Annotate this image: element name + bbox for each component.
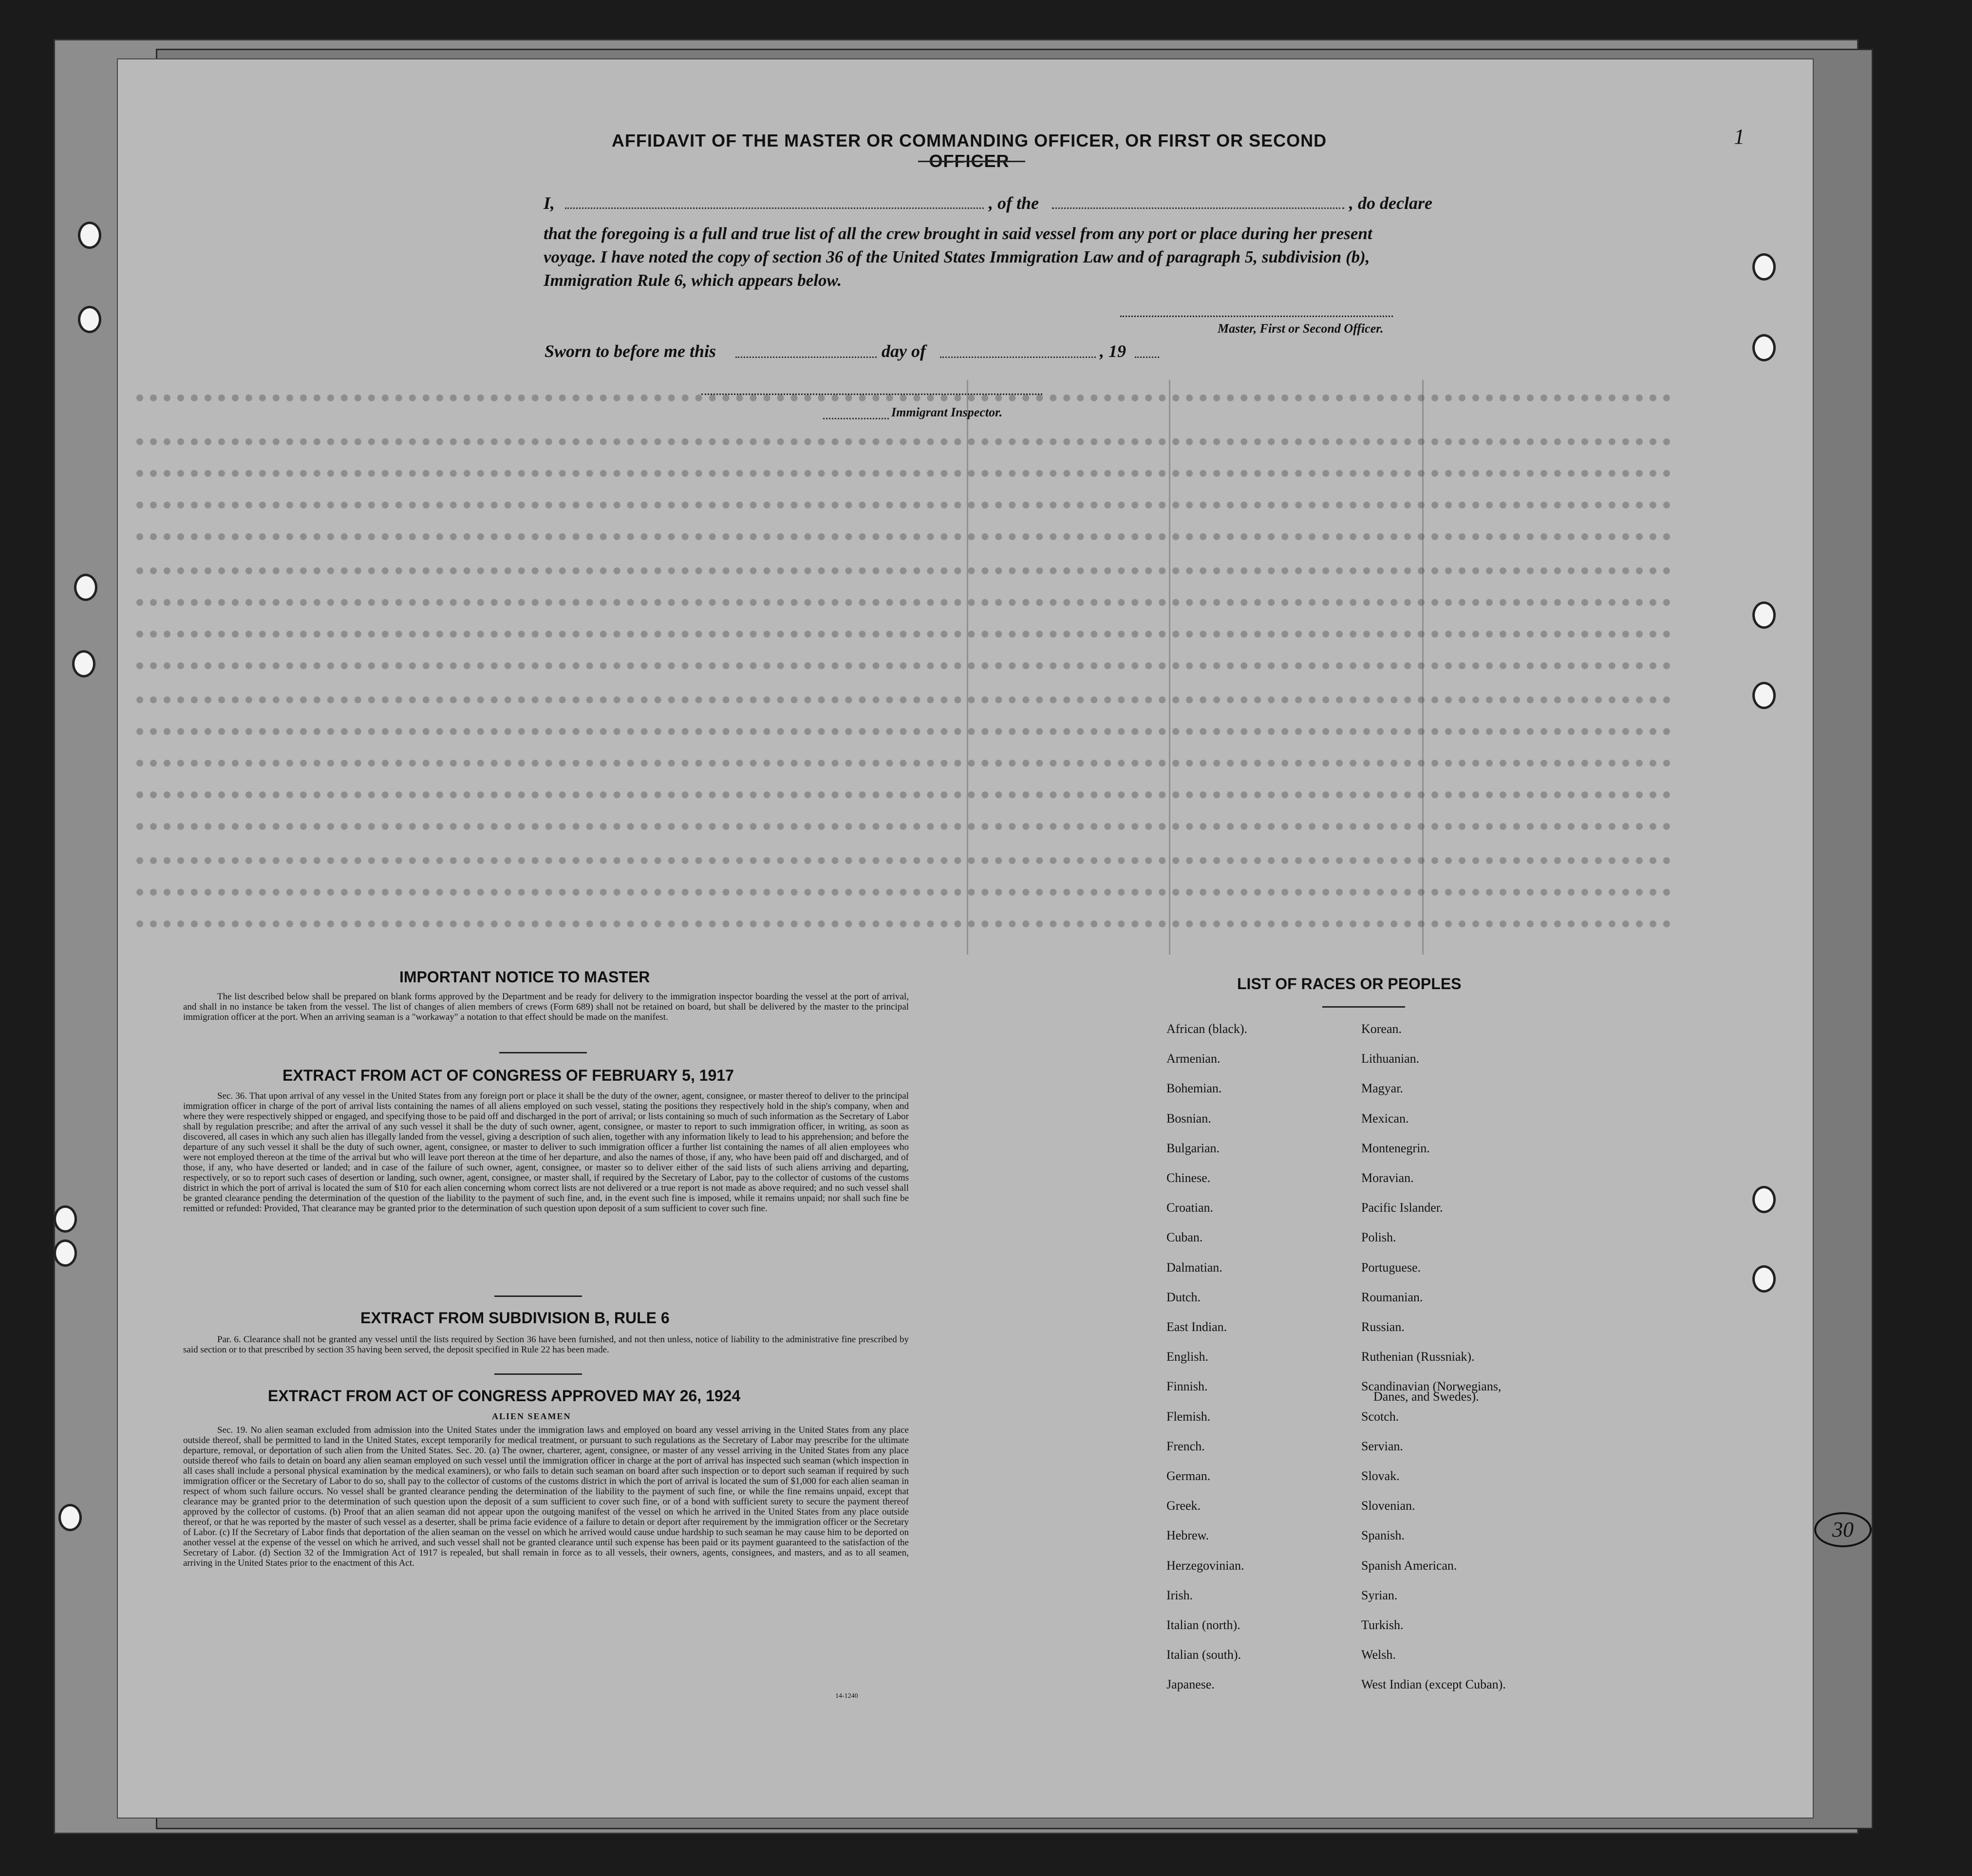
notice-text: The list described below shall be prepared on blank forms approved by the Department and be ready for delivery to the immigration inspector boarding the vessel at the port of arrival, and shall in no instance be taken from the vessel. The list of changes of alien members of crews (Form 689) shall not be retained on board, but shall be delivered by the master to the principal immigration officer at the port. When an arriving seaman is a "workaway" a notation to that effect should be made on the manifest.	[183, 992, 909, 1022]
race-item: Lithuanian.	[1361, 1051, 1420, 1066]
affidavit-title: AFFIDAVIT OF THE MASTER OR COMMANDING OFFICER, OR FIRST OR SECOND OFFICER	[611, 131, 1327, 171]
race-item: African (black).	[1166, 1022, 1248, 1036]
race-item: Servian.	[1361, 1439, 1403, 1453]
bleed-through-column	[1169, 380, 1170, 955]
master-signature-line	[1120, 316, 1393, 317]
rule-6-text: Par. 6. Clearance shall not be granted any vessel until the lists required by Section 36 have been furnished, and not then unless, notice of liability to the administrative fine prescribed by said section or to that prescribed by section 35 having been served, the deposit specified in Rule 22 has been made.	[183, 1334, 909, 1355]
race-item: Hebrew.	[1166, 1528, 1209, 1542]
race-item: Syrian.	[1361, 1588, 1398, 1602]
race-item: Scotch.	[1361, 1409, 1399, 1424]
extract-1917-title: EXTRACT FROM ACT OF CONGRESS OF FEBRUARY 5, 1917	[282, 1067, 734, 1084]
race-item: Polish.	[1361, 1230, 1396, 1244]
bleed-through-row	[136, 889, 1671, 896]
races-title: LIST OF RACES OR PEOPLES	[1237, 975, 1462, 993]
race-item: Finnish.	[1166, 1379, 1208, 1393]
punch-hole	[1752, 334, 1776, 361]
race-item: Flemish.	[1166, 1409, 1211, 1424]
inspector-signature-line	[701, 394, 1042, 395]
affidavit-do-declare: , do declare	[1349, 193, 1432, 213]
punch-hole	[1752, 601, 1776, 629]
inspector-label: Immigrant Inspector.	[891, 405, 1003, 419]
extract-1917-text: Sec. 36. That upon arrival of any vessel in the United States from any foreign port or place it shall be the duty of the owner, agent, consignee, or master thereof to deliver to the principal immigration officer in charge of the port of arrival lists containing the names of all aliens employed on such vessel, stating the positions they respectively hold in the ship's company, when and where they were respectively shipped or engaged, and specifying those to be paid off and discharged in the port of arrival; or lists containing so much of such information as the Secretary of Labor shall by regulation prescribe; and after the arrival of any such vessel it shall be the duty of such owner, agent, consignee, or master to report to such immigration officer, in writing, as soon as discovered, all cases in which any such alien has illegally landed from the vessel, giving a description of such alien, together with any information likely to lead to his apprehension; and before the departure of any such vessel it shall be the duty of such owner, agent, consignee, or master to deliver to such immigration officer a further list containing the names of all alien employees who were not employed thereon at the time of the arrival but who will leave port thereon at the time of her departure, and also the names of those, if any, who have been paid off and discharged, and of those, if any, who have deserted or landed; and in case of the failure of such owner, agent, consignee, or master so to deliver either of the said lists of such aliens arriving and departing, respectively, or so to report such cases of desertion or landing, such owner, agent, consignee, or master shall, if required by the Secretary of Labor, pay to the collector of customs of the customs district in which the port of arrival is located the sum of $10 for each alien concerning whom correct lists are not delivered or a true report is not made as above required; and no such vessel shall be granted clearance pending the determination of the question of the liability to the payment of such fine, and, in the event such fine is imposed, while it remains unpaid; nor shall such fine be remitted or refunded: Provided, That clearance may be granted prior to the determination of such question upon deposit of a sum sufficient to cover such fine.	[183, 1091, 909, 1214]
section-divider	[494, 1373, 582, 1375]
punch-hole	[78, 222, 101, 249]
bleed-through-row	[136, 470, 1671, 477]
alien-seamen-subtitle: ALIEN SEAMEN	[492, 1411, 571, 1421]
race-item: Ruthenian (Russniak).	[1361, 1350, 1475, 1364]
race-item: Dutch.	[1166, 1290, 1201, 1304]
punch-hole	[54, 1205, 77, 1233]
punch-hole	[72, 650, 95, 677]
affidavit-of-the: , of the	[989, 193, 1039, 213]
bleed-through-row	[136, 438, 1671, 445]
handwritten-corner-mark: 1	[1734, 125, 1745, 149]
race-item: Bulgarian.	[1166, 1141, 1220, 1155]
year-label: , 19	[1100, 341, 1126, 361]
race-item: Welsh.	[1361, 1648, 1396, 1662]
sworn-year-blank	[1135, 356, 1159, 358]
name-blank	[565, 207, 984, 209]
race-item: Japanese.	[1166, 1677, 1215, 1691]
race-item: Slovak.	[1361, 1469, 1400, 1483]
declaration-line-2: voyage. I have noted the copy of section 36 of the United States Immigration Law and of paragraph 5, subdivision (b),	[544, 247, 1370, 266]
race-item: Armenian.	[1166, 1051, 1221, 1066]
race-item: Spanish American.	[1361, 1558, 1457, 1573]
declaration-line-1: that the foregoing is a full and true list of all the crew brought in said vessel from any port or place during her present	[544, 224, 1372, 243]
race-item: German.	[1166, 1469, 1211, 1483]
bleed-through-row	[136, 920, 1671, 927]
races-title-underline	[1322, 1006, 1405, 1008]
day-of-label: day of	[882, 341, 926, 361]
bleed-through-column	[1422, 380, 1424, 955]
form-number: 14-1240	[835, 1692, 858, 1700]
affidavit-declaration	[544, 222, 1435, 292]
punch-hole	[74, 574, 97, 601]
race-item: Moravian.	[1361, 1171, 1414, 1185]
race-item: Mexican.	[1361, 1111, 1409, 1126]
race-item: Slovenian.	[1361, 1499, 1415, 1513]
vessel-blank	[1052, 207, 1344, 209]
punch-hole	[1752, 682, 1776, 709]
section-divider	[494, 1295, 582, 1297]
punch-hole	[54, 1239, 77, 1267]
race-item: Greek.	[1166, 1499, 1201, 1513]
race-item: Croatian.	[1166, 1201, 1214, 1215]
affidavit-i-label: I,	[544, 193, 555, 213]
race-item: Montenegrin.	[1361, 1141, 1430, 1155]
punch-hole	[78, 306, 101, 333]
race-item: English.	[1166, 1350, 1208, 1364]
race-item: Magyar.	[1361, 1081, 1403, 1095]
extract-1924-title: EXTRACT FROM ACT OF CONGRESS APPROVED MAY 26, 1924	[268, 1387, 741, 1405]
race-item: Dalmatian.	[1166, 1260, 1222, 1275]
bleed-through-row	[136, 533, 1671, 540]
race-item: Russian.	[1361, 1320, 1405, 1334]
bleed-through-row	[136, 823, 1671, 830]
punch-hole	[58, 1504, 82, 1531]
race-item: East Indian.	[1166, 1320, 1227, 1334]
race-item: Cuban.	[1166, 1230, 1203, 1244]
race-item: Pacific Islander.	[1361, 1201, 1443, 1215]
handwritten-circled-number	[1814, 1512, 1872, 1547]
bleed-through-row	[136, 760, 1671, 767]
title-underline	[918, 161, 1025, 162]
bleed-through-row	[136, 394, 1671, 401]
declaration-line-3: Immigration Rule 6, which appears below.	[544, 271, 842, 290]
bleed-through-row	[136, 857, 1671, 864]
race-item: Korean.	[1361, 1022, 1402, 1036]
bleed-through-row	[136, 662, 1671, 669]
race-item: Herzegovinian.	[1166, 1558, 1244, 1573]
race-item: French.	[1166, 1439, 1205, 1453]
bleed-through-row	[136, 791, 1671, 798]
inspector-leader-dots	[823, 418, 889, 419]
bleed-through-row	[136, 599, 1671, 606]
race-continuation: Danes, and Swedes).	[1373, 1389, 1479, 1404]
bleed-through-row	[136, 631, 1671, 638]
sworn-month-blank	[940, 356, 1096, 358]
race-item: West Indian (except Cuban).	[1361, 1677, 1506, 1691]
notice-title: IMPORTANT NOTICE TO MASTER	[399, 968, 650, 986]
race-item: Italian (south).	[1166, 1648, 1241, 1662]
extract-1924-text: Sec. 19. No alien seaman excluded from admission into the United States under the immigration laws and employed on board any vessel arriving in the United States from any place outside thereof, shall be permitted to land in the United States, except temporarily for medical treatment, or pursuant to such regulations as the Secretary of Labor may prescribe for the ultimate departure, removal, or deportation of such alien from the United States. Sec. 20. (a) The owner, charterer, agent, consignee, or master of any vessel arriving in the United States from any place outside thereof who fails to detain on board any alien seaman employed on such vessel until the immigration officer in charge at the port of arrival has inspected such seaman (which inspection in all cases shall include a personal physical examination by the medical examiners), or who fails to detain such seaman on board after such inspection or to deport such seaman if required by such immigration officer or the Secretary of Labor to do so, shall pay to the collector of customs of the customs district in which the port of arrival is located the sum of $1,000 for each alien seaman in respect of whom such failure occurs. No vessel shall be granted clearance pending the determination of the liability to the payment of such fine, or while the fine remains unpaid, except that clearance may be granted prior to the determination of such question upon the deposit of a sum sufficient to cover such fine, or of a bond with sufficient surety to secure the payment thereof approved by the collector of customs. (b) Proof that an alien seaman did not appear upon the outgoing manifest of the vessel on which he arrived in the United States from any place outside thereof, or that he was reported by the master of such vessel as a deserter, shall be prima facie evidence of a failure to detain or deport after requirement by the immigration officer or the Secretary of Labor. (c) If the Secretary of Labor finds that deportation of the alien seaman on the vessel on which he arrived would cause undue hardship to such seaman he may cause him to be deported on another vessel at the expense of the vessel on which he arrived, and such vessel shall not be granted clearance until such expense has been paid or its payment guaranteed to the satisfaction of the Secretary of Labor. (d) Section 32 of the Immigration Act of 1917 is repealed, but shall remain in force as to all vessels, their owners, agents, consignees, and masters, and as to all seamen, arriving in the United States prior to the enactment of this Act.	[183, 1425, 909, 1568]
race-item: Portuguese.	[1361, 1260, 1421, 1275]
bleed-through-row	[136, 567, 1671, 574]
section-divider	[499, 1052, 587, 1053]
race-item: Roumanian.	[1361, 1290, 1423, 1304]
bleed-through-row	[136, 696, 1671, 703]
race-item: Italian (north).	[1166, 1618, 1240, 1632]
race-item: Turkish.	[1361, 1618, 1404, 1632]
race-item: Irish.	[1166, 1588, 1193, 1602]
race-item: Spanish.	[1361, 1528, 1405, 1542]
sworn-day-blank	[735, 356, 877, 358]
punch-hole	[1752, 1265, 1776, 1293]
race-item: Bosnian.	[1166, 1111, 1211, 1126]
bleed-through-row	[136, 728, 1671, 735]
sworn-label: Sworn to before me this	[545, 341, 716, 361]
bleed-through-column	[967, 380, 968, 955]
punch-hole	[1752, 253, 1776, 281]
race-item: Chinese.	[1166, 1171, 1211, 1185]
race-item: Bohemian.	[1166, 1081, 1222, 1095]
circled-number-text: 30	[1832, 1518, 1854, 1541]
rule-6-title: EXTRACT FROM SUBDIVISION B, RULE 6	[360, 1309, 670, 1327]
bleed-through-row	[136, 502, 1671, 508]
race-item: Scandinavian (Norwegians,	[1361, 1379, 1502, 1393]
master-signature-label: Master, First or Second Officer.	[1218, 321, 1384, 336]
punch-hole	[1752, 1186, 1776, 1213]
